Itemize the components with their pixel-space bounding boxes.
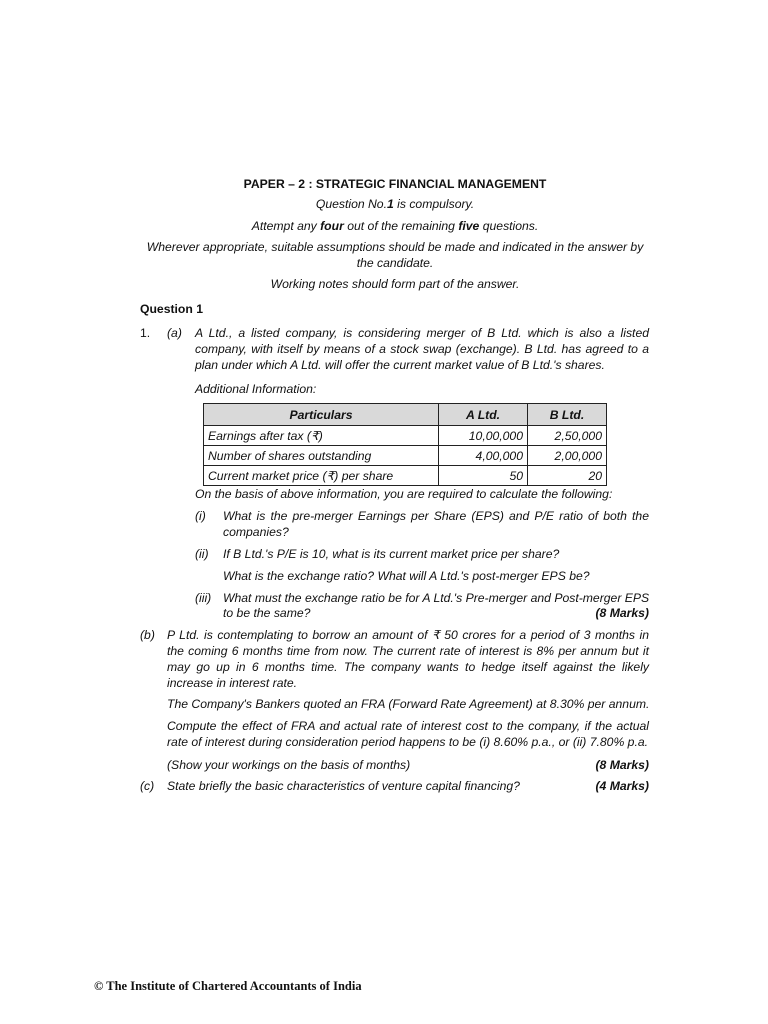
sub-i-label: (i) — [195, 509, 206, 523]
instr-text: questions. — [479, 219, 539, 233]
instr-line: the candidate. — [356, 256, 434, 270]
part-a-text: A Ltd., a listed company, is considering merger of B Ltd. which is also a listed company, with itself by means of a stock swap (exchange). B Ltd. has agreed to a plan under which A Ltd. will offer the current market value of B Ltd.'s shares. — [195, 326, 649, 372]
sub-ii-text-2: What is the exchange ratio? What will A Ltd.'s post-merger EPS be? — [223, 569, 590, 583]
part-b-text: P Ltd. is contemplating to borrow an amount of ₹ 50 crores for a period of 3 months in the coming 6 months time from now. The current rate of interest is 8% per annum but it may go up in 6 months time. The company wants to hedge itself against the likely increase in interest rate. — [167, 628, 649, 690]
table-cell: Number of shares outstanding — [204, 446, 439, 466]
sub-ii-text: If B Ltd.'s P/E is 10, what is its current market price per share? — [223, 547, 560, 561]
instr-text: is compulsory. — [393, 197, 475, 211]
part-a-label: (a) — [167, 326, 182, 340]
table-row — [204, 426, 607, 446]
instr-text: Attempt any — [251, 219, 321, 233]
sub-iii-line-1: What must the exchange ratio be for A Ltd.'s Pre-merger and Post-merger EPS — [223, 591, 650, 605]
table-cell: 2,50,000 — [528, 426, 607, 446]
part-b-text-2: The Company's Bankers quoted an FRA (Forward Rate Agreement) at 8.30% per annum. — [167, 697, 650, 711]
part-b-label: (b) — [140, 628, 155, 642]
instruction-compulsory — [140, 196, 650, 212]
sub-iii-line-2: to be the same? — [223, 606, 311, 620]
marks-c: (4 Marks) — [595, 779, 649, 793]
table-cell: 4,00,000 — [439, 446, 528, 466]
part-b-show: (Show your workings on the basis of months) — [167, 758, 411, 772]
instruction-assumptions — [130, 239, 660, 271]
instr-bold: five — [458, 219, 480, 233]
sub-i-text: What is the pre-merger Earnings per Share (EPS) and P/E ratio of both the companies? — [223, 509, 649, 539]
table-header: B Ltd. — [528, 404, 607, 426]
additional-info: Additional Information: — [195, 382, 317, 396]
table-cell: 50 — [439, 466, 528, 486]
marks-b: (8 Marks) — [595, 758, 649, 772]
table-row — [204, 466, 607, 486]
table-cell: 10,00,000 — [439, 426, 528, 446]
instr-text: Question No. — [315, 197, 387, 211]
table-row — [204, 446, 607, 466]
instr-line: Wherever appropriate, suitable assumptions should be made and indicated in the answer by — [146, 240, 644, 254]
marks-a: (8 Marks) — [595, 606, 649, 620]
table-cell: 20 — [528, 466, 607, 486]
table-cell: Earnings after tax (₹) — [204, 426, 439, 446]
instruction-attempt — [140, 218, 650, 234]
table-cell: Current market price (₹) per share — [204, 466, 439, 486]
question-heading: Question 1 — [140, 302, 203, 316]
table-header-row — [204, 404, 607, 426]
sub-iii-label: (iii) — [195, 591, 212, 605]
company-info-table — [203, 403, 607, 486]
instruction-working-notes: Working notes should form part of the answer. — [270, 277, 520, 291]
instr-bold: 1 — [386, 197, 394, 211]
part-c-text: State briefly the basic characteristics of venture capital financing? — [167, 779, 520, 793]
part-c-label: (c) — [140, 779, 155, 793]
instr-bold: four — [320, 219, 344, 233]
table-cell: 2,00,000 — [528, 446, 607, 466]
footer-copyright: © The Institute of Chartered Accountants of India — [94, 979, 362, 993]
instr-text: out of the remaining — [343, 219, 459, 233]
question-number: 1. — [140, 326, 151, 340]
table-header: A Ltd. — [439, 404, 528, 426]
basis-text: On the basis of above information, you are required to calculate the following: — [195, 487, 613, 501]
sub-ii-label: (ii) — [195, 547, 209, 561]
paper-title: PAPER – 2 : STRATEGIC FINANCIAL MANAGEMENT — [243, 177, 547, 191]
part-b-text-3: Compute the effect of FRA and actual rate of interest cost to the company, if the actual rate of interest during consideration period happens to be (i) 8.60% p.a., or (ii) 7.80% p.a. — [167, 719, 649, 749]
table-header: Particulars — [204, 404, 439, 426]
